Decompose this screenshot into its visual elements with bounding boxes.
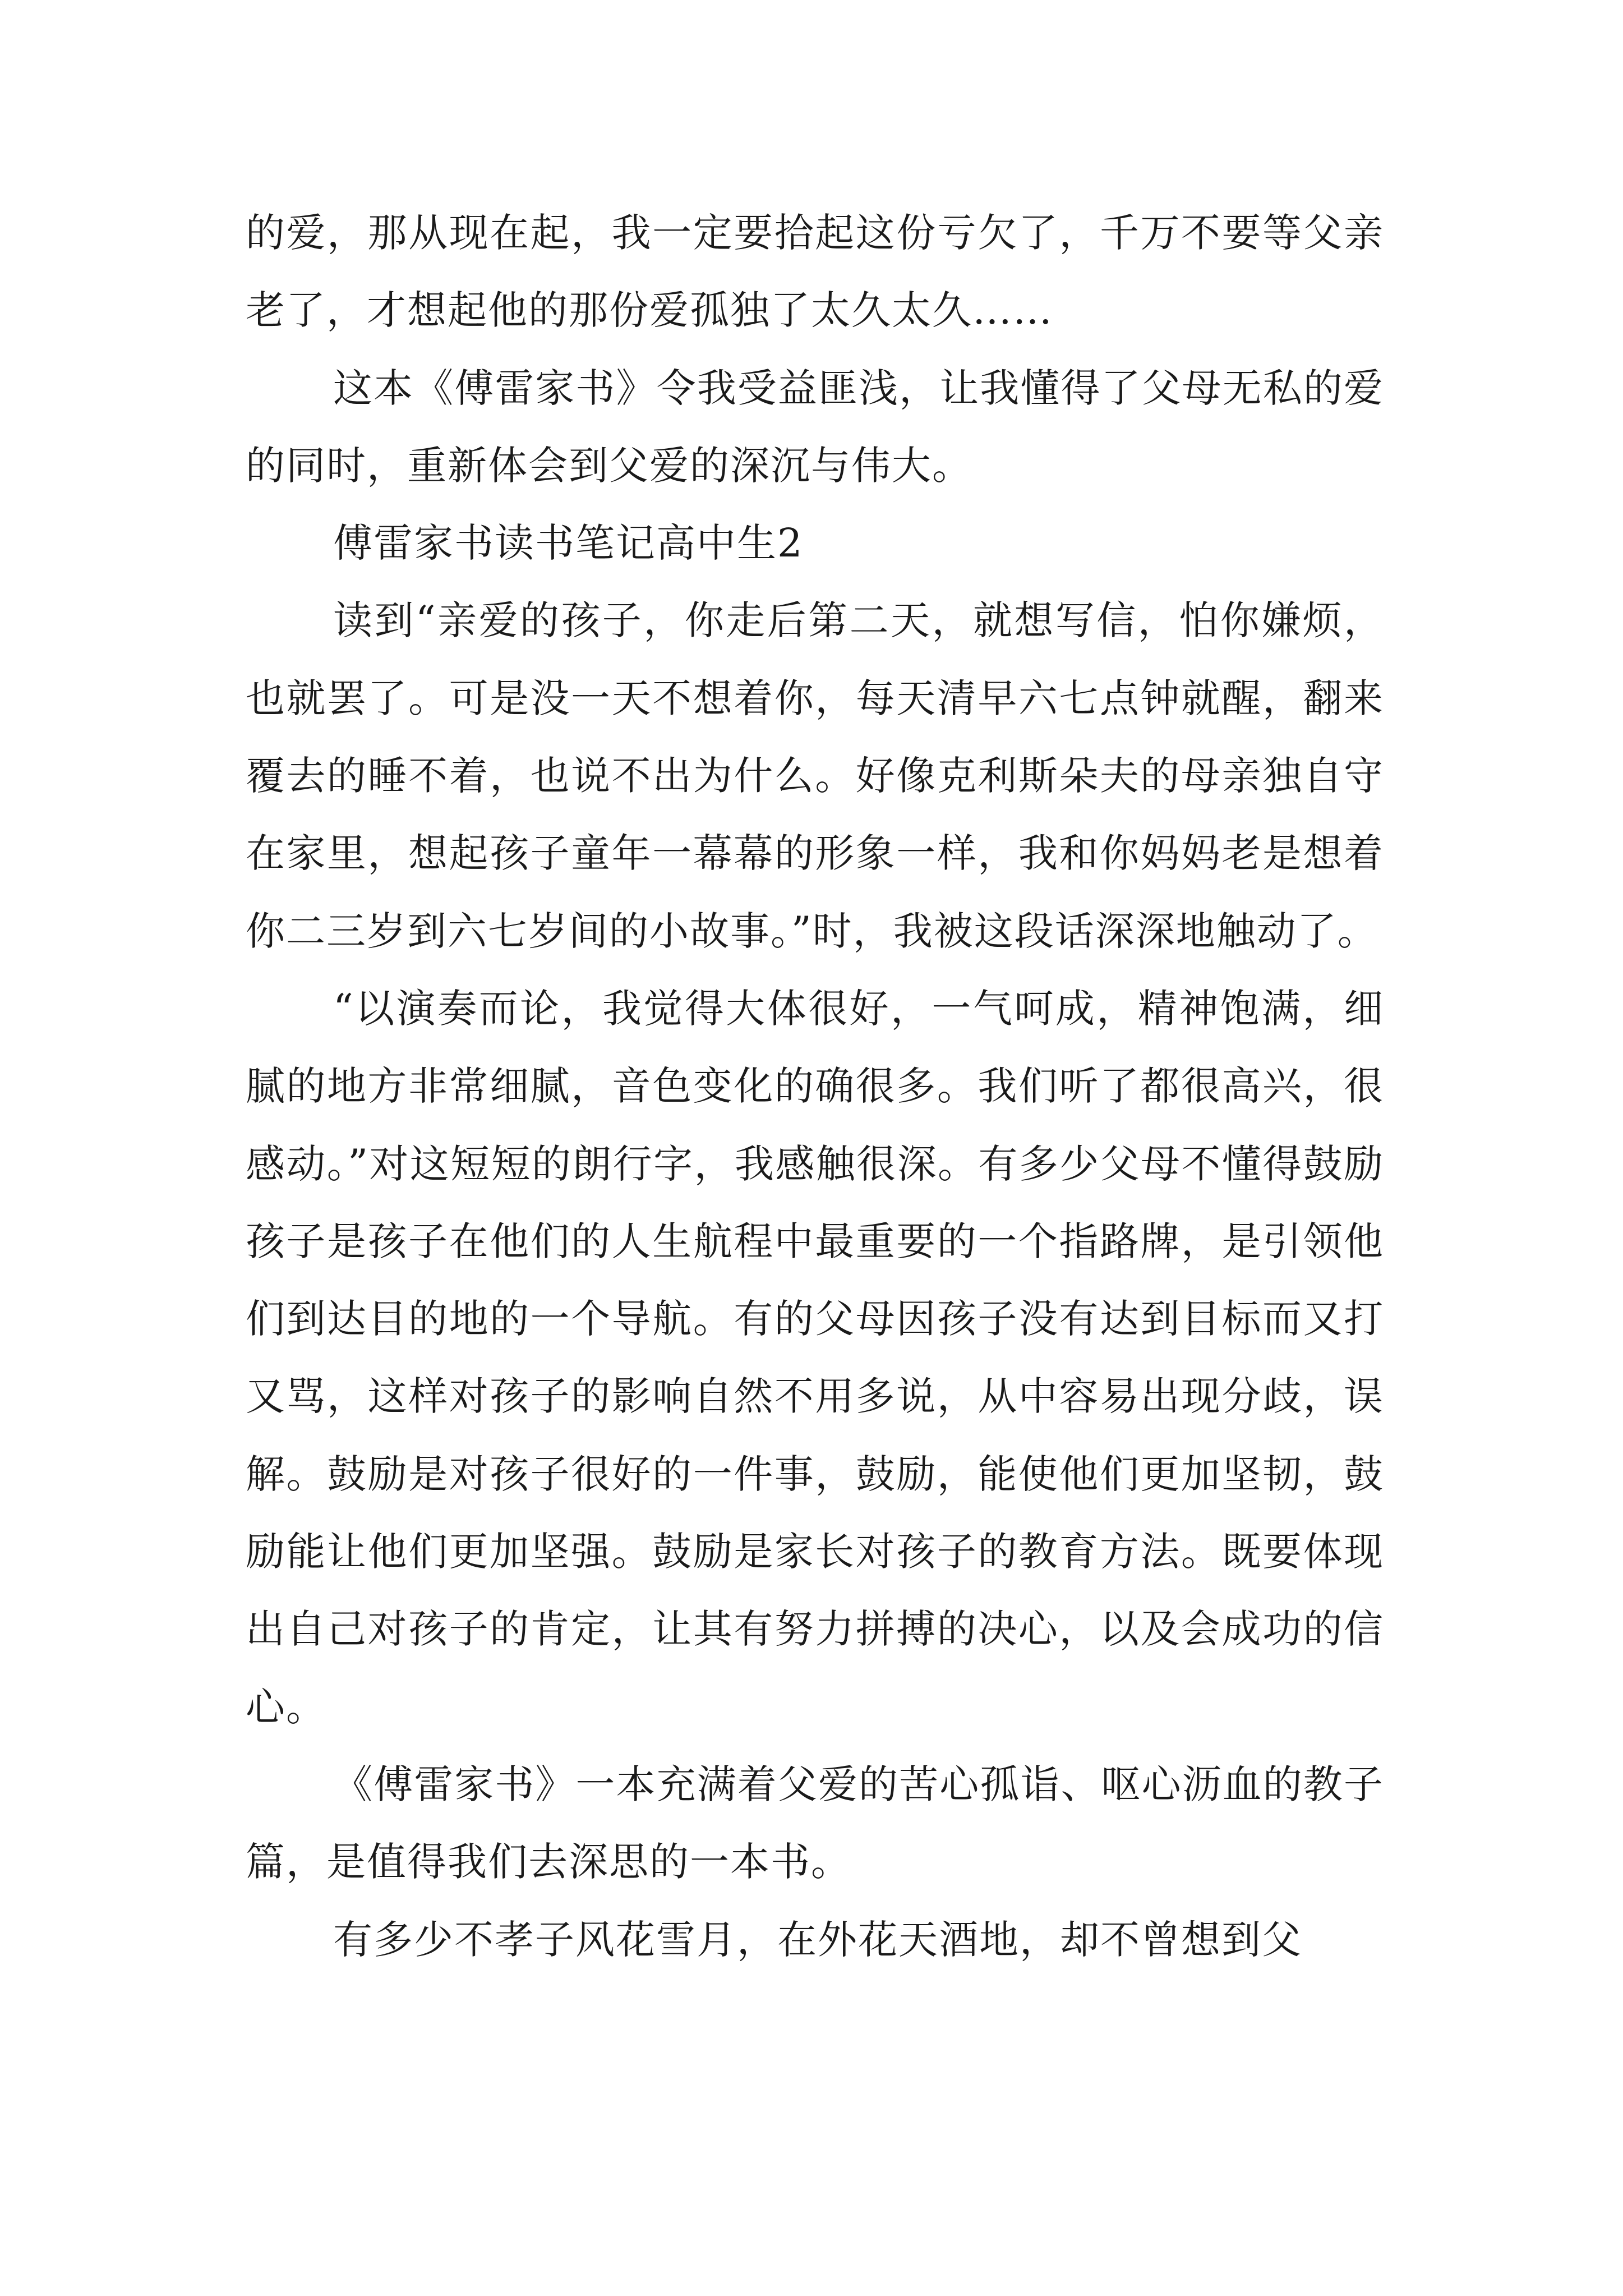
paragraph-summary: 这本《傅雷家书》令我受益匪浅，让我懂得了父母无私的爱的同时，重新体会到父爱的深沉与伟大。 [246, 365, 1384, 489]
document-body [246, 194, 1384, 1978]
paragraph-continuation: 的爱，那从现在起，我一定要拾起这份亏欠了，千万不要等父亲老了，才想起他的那份爱孤独了太久太久…… [246, 210, 1384, 334]
paragraph-closing-fragment: 有多少不孝子风花雪月，在外花天酒地，却不曾想到父 [333, 1916, 1302, 1963]
section-heading: 傅雷家书读书笔记高中生2 [333, 520, 804, 567]
paragraph-book-praise: 《傅雷家书》一本充满着父爱的苦心孤诣、呕心沥血的教子篇，是值得我们去深思的一本书。 [246, 1761, 1384, 1885]
paragraph-quote-letter: 读到“亲爱的孩子，你走后第二天，就想写信，怕你嫌烦，也就罢了。可是没一天不想着你，每天清早六七点钟就醒，翻来覆去的睡不着，也说不出为什么。好像克利斯朵夫的母亲独自守在家里，想起孩子童年一幕幕的形象一样，我和你妈妈老是想着你二三岁到六七岁间的小故事。”时，我被这段话深深地触动了。 [246, 597, 1384, 954]
paragraph-encouragement: “以演奏而论，我觉得大体很好，一气呵成，精神饱满，细腻的地方非常细腻，音色变化的确很多。我们听了都很高兴，很感动。”对这短短的朗行字，我感触很深。有多少父母不懂得鼓励孩子是孩子在他们的人生航程中最重要的一个指路牌，是引领他们到达目的地的一个导航。有的父母因孩子没有达到目标而又打又骂，这样对孩子的影响自然不用多说，从中容易出现分歧，误解。鼓励是对孩子很好的一件事，鼓励，能使他们更加坚韧，鼓励能让他们更加坚强。鼓励是家长对孩子的教育方法。既要体现出自己对孩子的肯定，让其有努力拼搏的决心，以及会成功的信心。 [246, 985, 1384, 1730]
